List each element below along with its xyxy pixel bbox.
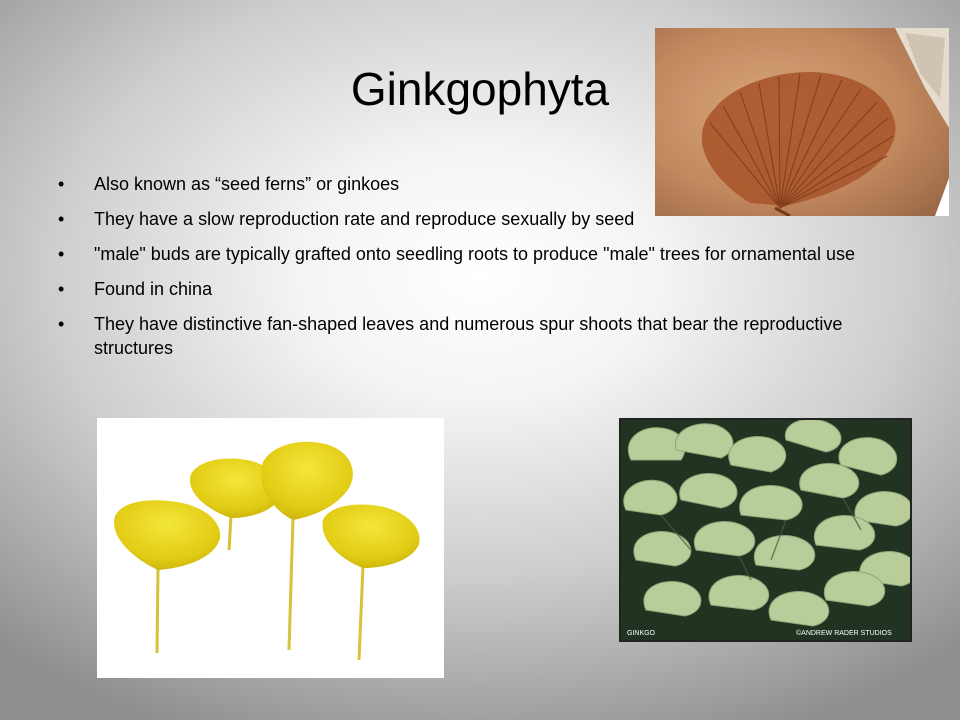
bullet-item: [58, 242, 908, 266]
fossil-leaf-photo-icon: [655, 28, 949, 216]
fossil-leaf-image: [655, 28, 949, 216]
bullet-text: Also known as “seed ferns” or ginkoes: [94, 174, 400, 194]
tree-caption-right: ©ANDREW RADER STUDIOS: [796, 630, 892, 637]
bullet-icon: •: [58, 209, 65, 229]
bullet-text: "male" buds are typically grafted onto seedling roots to produce "male" trees for ornamental use: [94, 244, 855, 264]
bullet-icon: •: [58, 244, 65, 264]
bullet-item: [58, 312, 908, 360]
bullet-icon: •: [58, 314, 65, 334]
bullet-icon: •: [58, 174, 65, 194]
bullet-icon: •: [58, 279, 65, 299]
ginkgo-tree-image: [619, 418, 912, 642]
ginkgo-tree-leaves-photo-icon: [621, 420, 910, 640]
yellow-ginkgo-leaves-photo-icon: [97, 418, 444, 678]
tree-caption-left: GINKGO: [627, 630, 656, 637]
bullet-text: They have distinctive fan-shaped leaves and numerous spur shoots that bear the reproductive structures: [94, 314, 843, 358]
bullet-item: [58, 277, 908, 301]
yellow-leaves-image: [97, 418, 444, 678]
bullet-text: Found in china: [94, 279, 213, 299]
bullet-text: They have a slow reproduction rate and reproduce sexually by seed: [94, 209, 635, 229]
slide-title: Ginkgophyta: [350, 63, 610, 115]
